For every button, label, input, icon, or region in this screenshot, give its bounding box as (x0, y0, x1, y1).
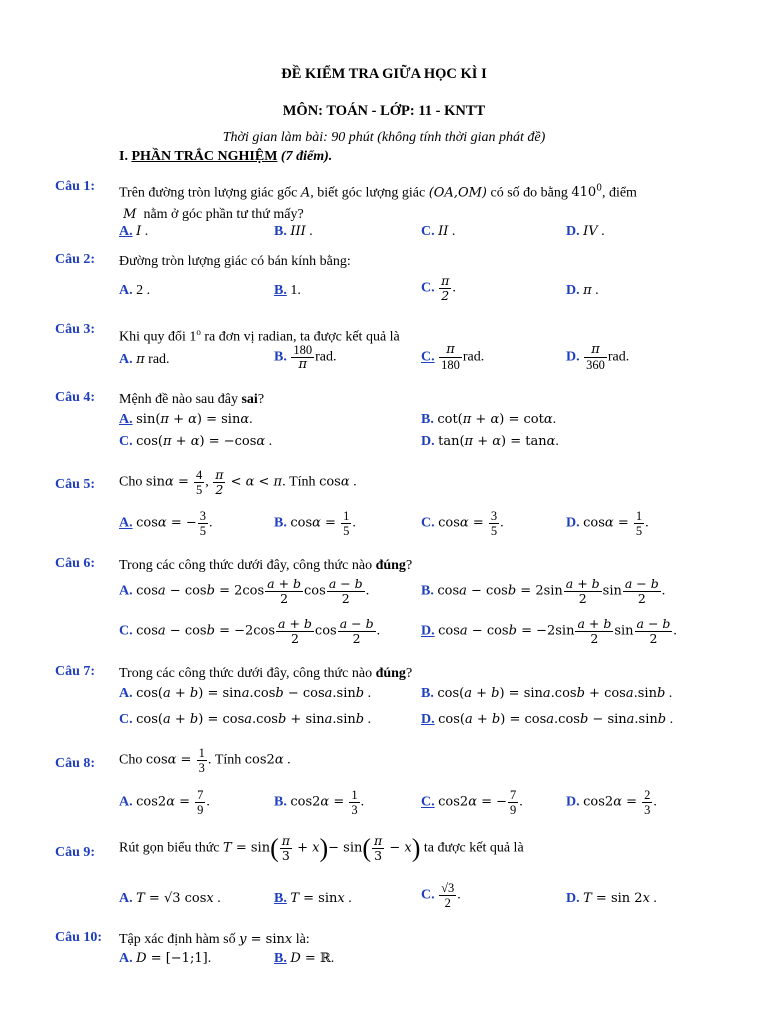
option-a[interactable]: A. 2 . (119, 283, 151, 298)
option-d[interactable]: D. cosα = $\frac{1}{5}$ . (566, 509, 649, 538)
option-b[interactable]: B. cos2α = $\frac{1}{3}$ . (274, 788, 365, 817)
question-text: Mệnh đề nào sau đây sai? (119, 392, 265, 407)
option-b[interactable]: B. $\frac{180}{\pi}$ rad. (274, 343, 337, 372)
option-a[interactable]: A. π rad. (119, 352, 170, 367)
question-label: Câu 2: (55, 252, 96, 267)
question-text: Trên đường tròn lượng giác gốc A, biết góc lượng giác (OA,OM) có số đo bằng $410^0$, điểm M nằm ở góc phần tư thứ mấy? (119, 184, 637, 223)
option-d[interactable]: D. IV . (566, 224, 605, 239)
option-b[interactable]: B. cosa − cosb = 2sin $\frac{a + b}{2}$ sin $\frac{a - b}{2}$ . (421, 576, 666, 606)
exam-title: ĐỀ KIỂM TRA GIỮA HỌC KÌ I (281, 66, 487, 82)
option-b[interactable]: B. III . (274, 224, 313, 239)
question-text: Cho cosα = $\frac{1}{3}$ . Tính cos2α . (119, 746, 291, 775)
option-d[interactable]: D. cos2α = $\frac{2}{3}$ . (566, 788, 657, 817)
question-text: Đường tròn lượng giác có bán kính bằng: (119, 254, 351, 269)
option-a[interactable]: A. cosa − cosb = 2cos $\frac{a + b}{2}$ cos $\frac{a - b}{2}$ . (119, 576, 370, 606)
option-a[interactable]: A. cosα = − $\frac{3}{5}$ . (119, 509, 213, 538)
question-label: Câu 6: (55, 556, 96, 571)
option-c[interactable]: C. cosa − cosb = −2cos $\frac{a + b}{2}$ cos $\frac{a - b}{2}$ . (119, 616, 381, 646)
question-label: Câu 4: (55, 390, 96, 405)
question-text: Cho sinα = $\frac{4}{5}$ , $\frac{\pi}{2}$ < α < π. Tính cosα . (119, 467, 357, 497)
question-label: Câu 8: (55, 756, 96, 771)
option-b[interactable]: B. cot(π + α) = cotα. (421, 412, 557, 427)
exam-subject: MÔN: TOÁN - LỚP: 11 - KNTT (282, 103, 486, 119)
question-label: Câu 10: (55, 930, 103, 945)
question-text: Trong các công thức dưới đây, công thức nào đúng? (119, 558, 413, 573)
option-d[interactable]: D. $\frac{\pi}{360}$ rad. (566, 342, 630, 372)
question-label: Câu 3: (55, 322, 96, 337)
option-c[interactable]: C. $\frac{\pi}{180}$ rad. (421, 342, 485, 372)
question-text: Tập xác định hàm số y = sinx là: (119, 932, 310, 947)
exam-time: Thời gian làm bài: 90 phút (không tính thời gian phát đề) (222, 130, 546, 145)
question-text: Khi quy đổi 1$^o$ ra đơn vị radian, ta được kết quả là (119, 327, 400, 345)
option-a[interactable]: A. I . (119, 224, 149, 239)
option-a[interactable]: A. cos(a + b) = sina.cosb − cosa.sinb . (119, 686, 372, 701)
question-label: Câu 9: (55, 845, 96, 860)
option-a[interactable]: A. sin(π + α) = sinα. (119, 412, 253, 427)
option-b[interactable]: B. T = sinx . (274, 891, 352, 906)
option-d[interactable]: D. T = sin 2x . (566, 891, 657, 906)
option-d[interactable]: D. π . (566, 283, 599, 298)
question-text: Rút gọn biểu thức T = sin( $\frac{\pi}{3}$ + x)− sin( $\frac{\pi}{3}$ − x) ta được kết quả là (119, 833, 524, 863)
question-text: Trong các công thức dưới đây, công thức nào đúng? (119, 666, 413, 681)
option-a[interactable]: A. D = [−1;1]. (119, 951, 212, 966)
question-label: Câu 5: (55, 477, 96, 492)
option-a[interactable]: A. cos2α = $\frac{7}{9}$ . (119, 788, 210, 817)
option-d[interactable]: D. cos(a + b) = cosa.cosb − sina.sinb . (421, 712, 674, 727)
option-b[interactable]: B. 1. (274, 283, 301, 298)
option-d[interactable]: D. tan(π + α) = tanα. (421, 434, 559, 449)
option-c[interactable]: C. cosα = $\frac{3}{5}$ . (421, 509, 504, 538)
option-c[interactable]: C. cos(a + b) = cosa.cosb + sina.sinb . (119, 712, 372, 727)
question-label: Câu 7: (55, 664, 96, 679)
option-c[interactable]: C. cos(π + α) = −cosα . (119, 434, 273, 449)
option-d[interactable]: D. cosa − cosb = −2sin $\frac{a + b}{2}$ sin $\frac{a - b}{2}$ . (421, 616, 677, 646)
option-c[interactable]: C. $\frac{\pi}{2}$ . (421, 273, 456, 303)
option-a[interactable]: A. T = √3 cosx . (119, 891, 221, 906)
option-c[interactable]: C. $\frac{√3}{2}$ . (421, 881, 461, 910)
option-b[interactable]: B. cos(a + b) = sina.cosb + cosa.sinb . (421, 686, 673, 701)
question-label: Câu 1: (55, 179, 96, 194)
option-b[interactable]: B. D = ℝ. (274, 951, 335, 966)
section-heading: I. PHẦN TRẮC NGHIỆM (7 điểm). (119, 149, 333, 164)
option-b[interactable]: B. cosα = $\frac{1}{5}$ . (274, 509, 356, 538)
option-c[interactable]: C. cos2α = − $\frac{7}{9}$ . (421, 788, 523, 817)
option-c[interactable]: C. II . (421, 224, 456, 239)
